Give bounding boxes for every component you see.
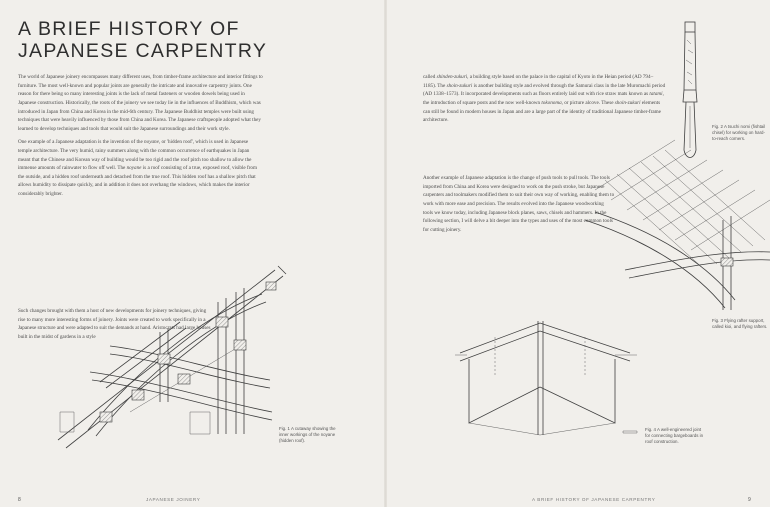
title-line-1: A BRIEF HISTORY OF xyxy=(18,18,240,40)
title-line-2: JAPANESE CARPENTRY xyxy=(18,40,268,62)
left-text-column xyxy=(18,73,263,203)
left-paragraph-1: The world of Japanese joinery encompasses many different uses, from timber-frame architecture and interior fittings to furniture. The most well-known and popular joints are generally the intricate and innovative carpentry joints. One reason for there being so many interesting joints is the lack of metal fasteners or wooden dowels being used in Japanese construction. Historically, the roots of the joinery we see today lie in the influences of Buddhism, which was introduced in Japan from China and Korea in the mid-6th century. The Japanese Buddhist temples were built using techniques that were heavily influenced by those from China and Korea. The Japanese craftspeople adopted what they learned to develop techniques and tools that would suit the Japanese surroundings and their work style. xyxy=(18,74,263,132)
right-paragraph-2: Another example of Japanese adaptation is the change of push tools to pull tools. The tools imported from China and Korea were designed to work on the push stroke, but Japanese carpenters and toolmakers modified them to suit their own way of working, enabling them to work with more ease and precision. The results evolved into the Japanese woodworking tools we know today, including Japanese block planes, saws, chisels and hammers. In the following section, I will delve a bit deeper into the types and uses of the most common tools for cutting joinery. xyxy=(423,175,615,233)
chisel-illustration xyxy=(676,20,706,170)
figure-3-caption: Fig. 3 Flying rafter support, called kioi, and flying rafters. xyxy=(712,318,768,329)
left-paragraph-2: One example of a Japanese adaptation is the invention of the noyane, or 'hidden roof', which is used in Japanese temple architecture. The very humid, rainy summers along with the common occurrence of earthquakes in Japan meant that the Chinese and Korean way of building would be too rigid and the roof pitch too shallow to allow the immense amounts of rainwater to flow off well. The noyane is a roof consisting of a true, exposed roof, visible from the outside, and a hidden roof underneath and detached from the true roof. This hidden roof has a shallow pitch that allows humidity to dissipate quickly, and in addition it does not overhang the windows, which makes the interior considerably brighter. xyxy=(18,139,257,198)
right-text-column xyxy=(423,73,666,130)
noyane-cutaway-illustration xyxy=(40,262,270,462)
bargeboard-joint-illustration xyxy=(455,315,645,440)
rafter-illustration xyxy=(585,160,770,310)
right-running-footer: A BRIEF HISTORY OF JAPANESE CARPENTRY xyxy=(532,497,656,502)
left-paragraph-3: Such changes brought with them a host of new developments for joinery techniques, giving rise to many more interesting forms of joinery. Joints were created to work specifically in a Japanese structure and were adapted to suit the demands at hand. Aristocrats had large houses built in the midst of gardens in a style xyxy=(18,308,211,340)
figure-4-caption: Fig. 4 A well-engineered joint for connecting bargeboards in roof construction. xyxy=(645,427,704,444)
right-page-number: 9 xyxy=(748,497,751,503)
chapter-title xyxy=(18,18,267,62)
figure-1-caption: Fig. 1 A cutaway showing the inner workings of the noyane (hidden roof). xyxy=(279,426,336,443)
left-running-footer: JAPANESE JOINERY xyxy=(146,497,201,502)
left-page-number: 8 xyxy=(18,497,21,503)
right-paragraph-1: called shinden-zukuri, a building style based on the palace in the capital of Kyoto in the Heian period (AD 794–1185). The shoin-zukuri is another building style and evolved through the Samurai class in the late Muromachi period (AD 1338–1573). It incorporated developments such as floors entirely laid out with rice straw mats known as tatami, the introduction of square posts and the now well-known tokonoma, or picture alcove. These shoin-zukuri elements can still be found in modern houses in Japan and are a large part of the identity of traditional Japanese timber-frame architecture. xyxy=(423,74,666,124)
page-gutter xyxy=(384,0,387,507)
figure-2-caption: Fig. 2 A tsuchi nomi (fishtail chisel) for working on hard-to-reach corners. xyxy=(712,124,766,141)
